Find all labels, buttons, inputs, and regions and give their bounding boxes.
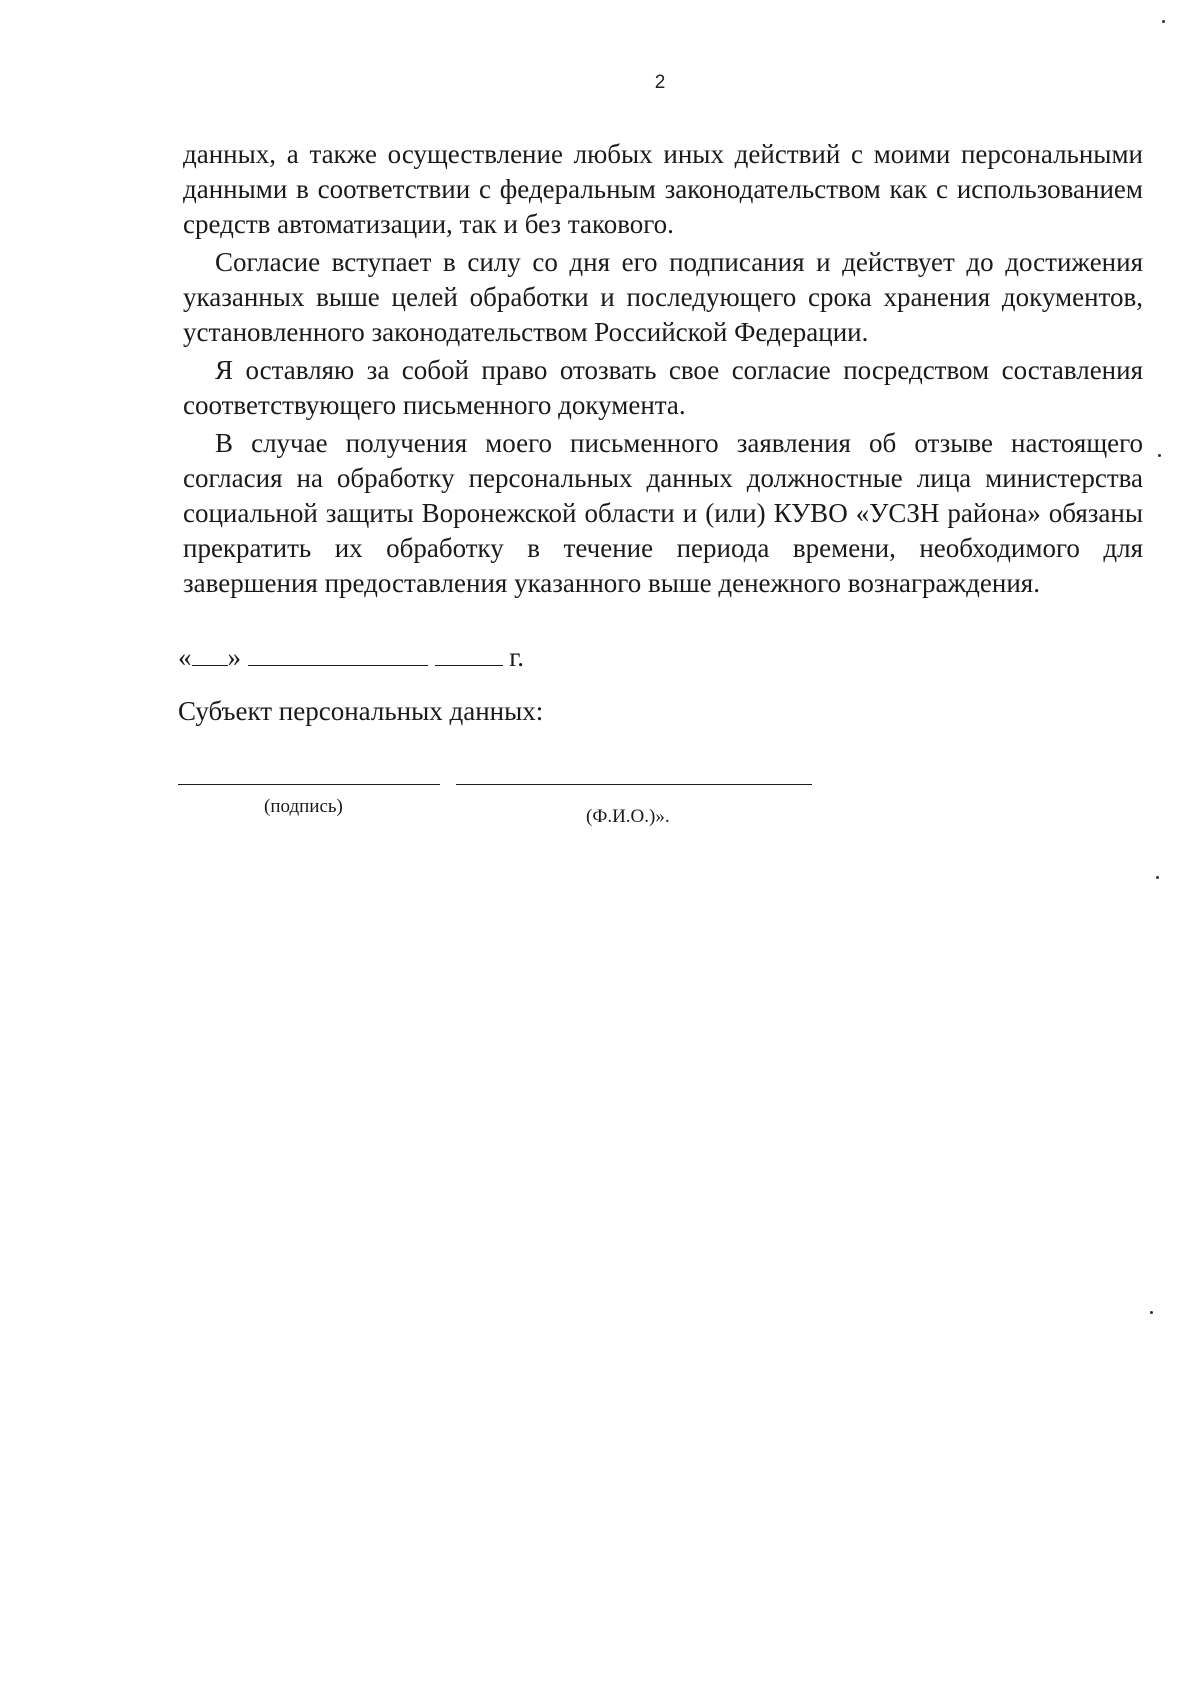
- paragraph-continuation: данных, а также осуществление любых иных действий с моими персональными данными в соответствии с федеральным законодательством как с использованием средств автоматизации, так и без такового.: [183, 139, 1143, 239]
- subject-label: Субъект персональных данных:: [178, 696, 544, 726]
- scan-speck: [1150, 1311, 1153, 1314]
- paragraph-right-to-withdraw: Я оставляю за собой право отозвать свое согласие посредством составления соответствующего письменного документа.: [183, 355, 1143, 420]
- page-number: 2: [654, 72, 666, 93]
- name-line: [456, 784, 812, 785]
- date-line: [178, 640, 524, 675]
- document-body: [183, 137, 1143, 601]
- scan-speck: [1162, 20, 1165, 23]
- day-blank: [192, 643, 228, 666]
- paragraph-consent-validity: Согласие вступает в силу со дня его подписания и действует до достижения указанных выше целей обработки и последующего срока хранения документов, установленного законодательством Российской Федерации.: [183, 247, 1143, 347]
- scan-speck: [1158, 454, 1161, 457]
- signature-caption: (подпись): [264, 796, 343, 817]
- date-close-quote: »: [227, 642, 241, 672]
- date-open-quote: «: [178, 642, 192, 672]
- scan-speck: [1156, 876, 1159, 879]
- signature-line: [178, 784, 440, 785]
- year-suffix: г.: [509, 642, 525, 672]
- paragraph-withdrawal-procedure: В случае получения моего письменного заявления об отзыве настоящего согласия на обработку персональных данных должностные лица министерства социальной защиты Воронежской области и (или) КУВО «УСЗН района» обязаны прекратить их обработку в течение периода времени, необходимого для завершения предоставления указанного выше денежного вознаграждения.: [183, 428, 1143, 598]
- month-blank: [248, 643, 428, 666]
- name-caption: (Ф.И.О.)».: [586, 806, 670, 827]
- year-blank: [435, 643, 503, 666]
